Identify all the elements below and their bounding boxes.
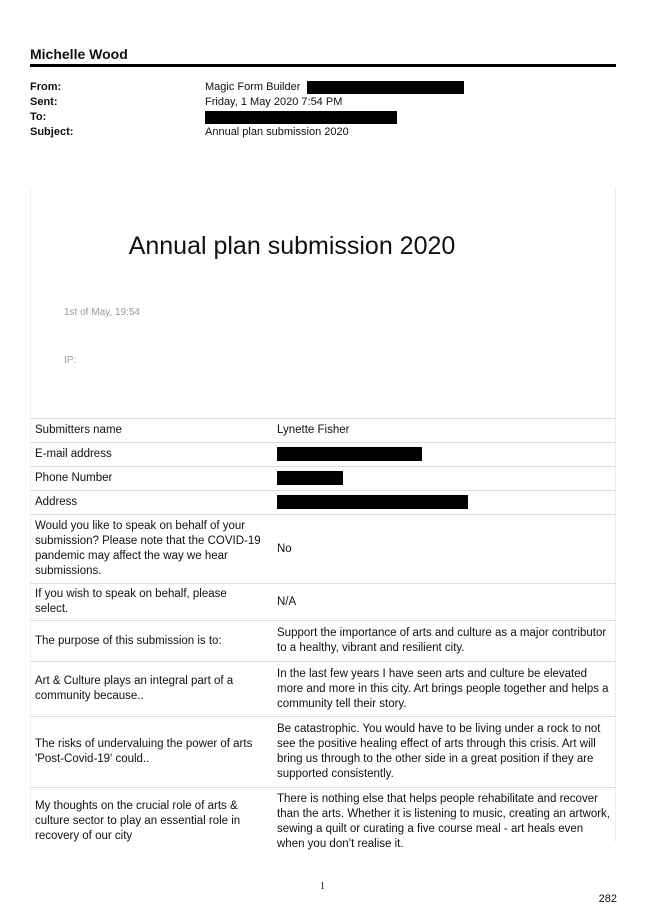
table-row — [30, 491, 616, 515]
redacted-to-email — [205, 111, 397, 124]
document-number: 282 — [598, 893, 617, 905]
table-row — [30, 621, 616, 662]
redacted-phone — [277, 471, 343, 485]
table-row — [30, 717, 616, 788]
table-row — [30, 515, 616, 584]
answer-cell — [267, 443, 616, 467]
answer-cell: Lynette Fisher — [267, 419, 616, 443]
question-cell: The risks of undervaluing the power of arts 'Post-Covid-19' could.. — [30, 717, 267, 788]
redacted-from-email — [307, 81, 464, 94]
page-number: 1 — [320, 881, 325, 892]
question-cell: Phone Number — [30, 467, 267, 491]
table-row — [30, 584, 616, 621]
table-row — [30, 662, 616, 717]
answer-cell — [267, 491, 616, 515]
from-value: Magic Form Builder — [205, 81, 301, 93]
table-row — [30, 788, 616, 856]
from-label: From: — [30, 81, 62, 93]
redacted-email — [277, 447, 422, 461]
table-row — [30, 419, 616, 443]
sent-label: Sent: — [30, 96, 58, 108]
answer-cell: There is nothing else that helps people rehabilitate and recover than the arts. Whether it is listening to music, creating an artwork, sewing a quilt or curating a five course meal - art heals even when you don’t realise it. — [267, 788, 616, 856]
question-cell: The purpose of this submission is to: — [30, 621, 267, 662]
question-cell: If you wish to speak on behalf, please select. — [30, 584, 267, 621]
question-cell: My thoughts on the crucial role of arts & culture sector to play an essential role in recovery of our city — [30, 788, 267, 856]
question-cell: Would you like to speak on behalf of your submission? Please note that the COVID-19 pandemic may affect the way we hear submissions. — [30, 515, 267, 584]
answer-cell: Be catastrophic. You would have to be living under a rock to not see the positive healing effect of arts through this crisis. Art will bring us through to the other side in a great position if they are supported consistently. — [267, 717, 616, 788]
submission-date: 1st of May, 19:54 — [64, 307, 140, 318]
answer-cell: Support the importance of arts and culture as a major contributor to a healthy, vibrant and resilient city. — [267, 621, 616, 662]
answer-cell — [267, 467, 616, 491]
form-title: Annual plan submission 2020 — [128, 232, 456, 260]
answer-cell: In the last few years I have seen arts and culture be elevated more and more in this city. Art brings people together and helps a community tell their story. — [267, 662, 616, 717]
sent-value: Friday, 1 May 2020 7:54 PM — [205, 96, 343, 108]
question-cell: Submitters name — [30, 419, 267, 443]
question-cell: Art & Culture plays an integral part of a community because.. — [30, 662, 267, 717]
subject-value: Annual plan submission 2020 — [205, 126, 349, 138]
table-row — [30, 467, 616, 491]
redacted-address — [277, 495, 468, 509]
sender-name: Michelle Wood — [30, 46, 128, 62]
subject-label: Subject: — [30, 126, 74, 138]
submission-table — [30, 418, 616, 856]
question-cell: E-mail address — [30, 443, 267, 467]
table-row — [30, 443, 616, 467]
answer-cell: No — [267, 515, 616, 584]
ip-label: IP: — [64, 355, 77, 366]
answer-cell: N/A — [267, 584, 616, 621]
question-cell: Address — [30, 491, 267, 515]
header-rule — [30, 64, 616, 67]
to-label: To: — [30, 111, 47, 123]
